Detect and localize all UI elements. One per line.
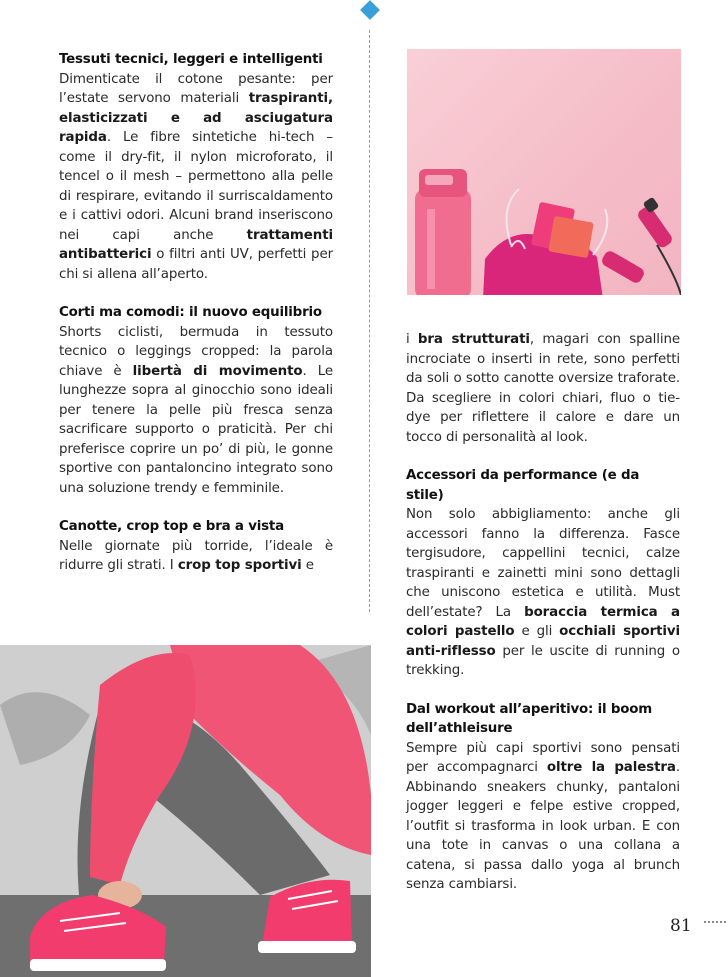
article-section	[59, 303, 333, 498]
text-run: e gli	[514, 624, 560, 639]
text-run: Non solo abbigliamento: anche gli accessori fanno la differenza. Fasce tergisudore, cappellini tecnici, calze traspiranti e zainetti mini sono dettagli che uniscono estetica e utilità. Must dell’estate? La	[406, 507, 680, 620]
section-heading: Canotte, crop top e bra a vista	[59, 519, 284, 534]
bold-phrase: trattamenti antibatterici	[59, 227, 333, 262]
section-heading: Dal workout all’aperitivo: il boom dell’athleisure	[406, 701, 653, 736]
section-heading: Corti ma comodi: il nuovo equilibrio	[59, 305, 322, 320]
section-paragraph	[59, 537, 333, 576]
article-section	[59, 517, 333, 576]
sports-accessories-photo	[407, 49, 681, 295]
section-heading: Tessuti tecnici, leggeri e intelligenti	[59, 52, 323, 67]
section-heading: Accessori da performance (e da stile)	[406, 468, 640, 503]
section-paragraph	[406, 505, 680, 681]
bold-phrase: oltre la palestra	[546, 760, 676, 775]
article-section	[406, 330, 680, 447]
bold-phrase: crop top sportivi	[177, 558, 302, 573]
text-run: Sempre più capi sportivi sono pensati per accompagnarci	[406, 740, 680, 775]
text-run: . Le lunghezze sopra al ginocchio sono ideali per tenere la pelle più fresca senza sacrificare supporto o praticità. Per chi preferisce coprire un po’ di più, le gonne sportive con pantaloncino integrato sono una soluzione trendy e femminile.	[59, 363, 334, 496]
section-paragraph	[59, 70, 333, 285]
text-run: , magari con spalline incrociate o inserti in rete, sono perfetti da soli o sotto canotte oversize traforate. Da scegliere in colori chiari, fluo o tie-dye per riflettere il calore e dare un tocco di personalità al look.	[406, 332, 680, 445]
article-section	[406, 700, 680, 895]
left-text-column	[59, 50, 333, 595]
text-run: . Abbinando sneakers chunky, pantaloni jogger leggeri e felpe estive cropped, l’outfit si trasforma in look urban. E con una tote in canvas o una collana a catena, si passa dallo yoga al brunch senza cambiarsi.	[406, 760, 680, 892]
column-divider	[369, 30, 370, 612]
text-run: Nelle giornate più torride, l’ideale è ridurre gli strati. I	[59, 538, 333, 573]
text-run: Shorts ciclisti, bermuda in tessuto tecnico o leggings cropped: la parola chiave è	[59, 324, 333, 379]
bold-phrase: traspiranti, elasticizzati e ad asciugatura rapida	[59, 91, 333, 145]
article-section	[59, 50, 333, 284]
page-number: 81	[670, 916, 692, 936]
right-text-column	[406, 330, 680, 914]
text-run: . Le fibre sintetiche hi-tech – come il dry-fit, il nylon microforato, il tencel o il mesh – permettono alla pelle di respirare, evitando il surriscaldamento e i cattivi odori. Alcuni brand inseriscono nei capi anche	[59, 130, 333, 243]
section-paragraph	[59, 323, 333, 499]
page-number-dots	[704, 921, 726, 923]
text-run: o filtri anti UV, perfetti per chi si allena all’aperto.	[59, 247, 333, 282]
section-paragraph	[406, 330, 680, 447]
article-section	[406, 466, 680, 681]
bold-phrase: libertà di movimento	[132, 363, 303, 379]
text-run: per le uscite di running o trekking.	[406, 643, 680, 678]
section-paragraph	[406, 739, 680, 895]
text-run: e	[301, 558, 314, 573]
bold-phrase: occhiali sportivi anti-riflesso	[406, 624, 680, 659]
bold-phrase: boraccia termica a colori pastello	[406, 604, 680, 639]
woman-tying-sneakers-photo	[0, 645, 371, 977]
text-run: i	[406, 332, 418, 347]
text-run: Dimenticate il cotone pesante: per l’estate servono materiali	[59, 71, 333, 106]
bold-phrase: bra strutturati	[417, 332, 530, 347]
decorative-diamond-icon	[360, 0, 380, 20]
